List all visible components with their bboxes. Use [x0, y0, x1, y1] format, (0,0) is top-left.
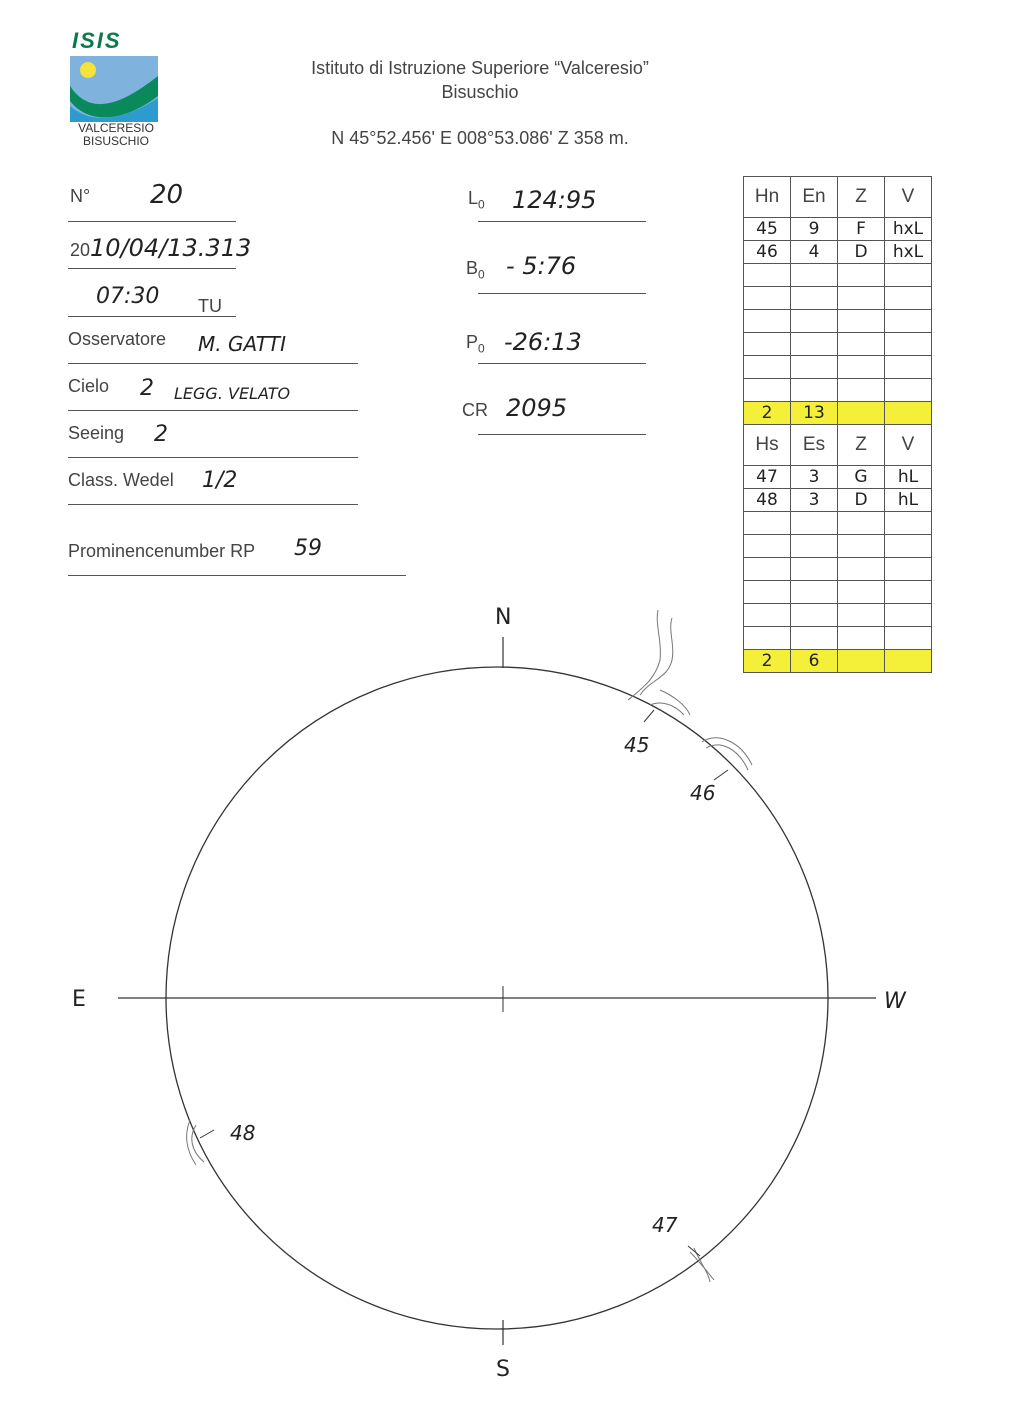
- prominence-48-sketch: [187, 1120, 204, 1165]
- hs-header: Hs: [744, 425, 791, 466]
- total-extent: 13: [791, 402, 838, 425]
- cell: D: [838, 241, 885, 264]
- institute-name: Istituto di Istruzione Superiore “Valceresio”: [311, 58, 649, 78]
- prominence-value: 59: [294, 536, 322, 561]
- empty-row: [744, 264, 932, 287]
- logo-title: ISIS: [72, 28, 122, 53]
- empty-row: [744, 310, 932, 333]
- prominence-label-47: 47: [652, 1213, 678, 1237]
- institute-town: Bisuschio: [441, 82, 519, 102]
- east-label: E: [72, 987, 86, 1012]
- cell: 4: [791, 241, 838, 264]
- l0-value: 124:95: [512, 186, 597, 214]
- cr-value: 2095: [506, 394, 568, 422]
- logo-subtitle: [64, 122, 168, 148]
- v-header: V: [885, 177, 932, 218]
- leader-line-47: [688, 1246, 700, 1256]
- p0-label: [466, 332, 485, 356]
- number-value: 20: [150, 180, 184, 210]
- station-coordinates: N 45°52.456' E 008°53.086' Z 358 m.: [331, 128, 629, 148]
- cell: hxL: [885, 218, 932, 241]
- table-row: [744, 466, 932, 489]
- date-value: 10/04/13.313: [90, 234, 252, 262]
- cr-label: CR: [462, 400, 488, 420]
- prominence-46-sketch: [702, 738, 752, 770]
- leader-line-46: [714, 770, 728, 780]
- table-row: [744, 489, 932, 512]
- logo-image: [70, 56, 158, 122]
- institute-header: [220, 56, 740, 104]
- totals-row: [744, 402, 932, 425]
- v-header: V: [885, 425, 932, 466]
- wedel-value: 1/2: [202, 468, 238, 493]
- south-label: S: [496, 1357, 510, 1382]
- b0-value: - 5:76: [506, 252, 577, 280]
- cell: 9: [791, 218, 838, 241]
- leader-line-48: [200, 1130, 214, 1138]
- cell: 3: [791, 466, 838, 489]
- time-unit: TU: [198, 296, 222, 316]
- p0-letter: P: [466, 332, 479, 352]
- b0-label: [466, 258, 485, 282]
- west-label: W: [884, 989, 906, 1014]
- cell: hL: [885, 489, 932, 512]
- cell: 46: [744, 241, 791, 264]
- logo-sun-icon: [70, 56, 158, 122]
- empty-row: [744, 512, 932, 535]
- cell: F: [838, 218, 885, 241]
- cell: 45: [744, 218, 791, 241]
- observer-label: Osservatore: [68, 329, 167, 349]
- empty-row: [744, 333, 932, 356]
- es-header: Es: [791, 425, 838, 466]
- cell: D: [838, 489, 885, 512]
- logo-line1: VALCERESIO: [78, 121, 154, 135]
- prominence-45-sketch: [628, 610, 690, 715]
- empty-row: [744, 287, 932, 310]
- z-header: Z: [838, 425, 885, 466]
- cell: 47: [744, 466, 791, 489]
- b0-subscript: 0: [478, 267, 485, 282]
- slash-cell: [838, 402, 885, 425]
- number-label: N°: [70, 186, 91, 206]
- prominence-label-45: 45: [624, 733, 650, 757]
- seeing-label: Seeing: [68, 423, 125, 443]
- l0-subscript: 0: [478, 197, 485, 212]
- z-header: Z: [838, 177, 885, 218]
- cell: 48: [744, 489, 791, 512]
- total-count: 2: [744, 402, 791, 425]
- prominence-label-48: 48: [230, 1121, 256, 1145]
- wedel-label: Class. Wedel: [68, 470, 174, 490]
- table-row: [744, 241, 932, 264]
- seeing-value: 2: [154, 422, 168, 447]
- leader-line-45: [644, 710, 654, 722]
- empty-row: [744, 535, 932, 558]
- empty-row: [744, 379, 932, 402]
- en-header: En: [791, 177, 838, 218]
- logo-line2: BISUSCHIO: [82, 134, 149, 148]
- time-value: 07:30: [96, 284, 160, 309]
- sky-value: 2: [140, 376, 154, 401]
- table-row: [744, 218, 932, 241]
- cell: 3: [791, 489, 838, 512]
- empty-row: [744, 356, 932, 379]
- slash-cell: [885, 402, 932, 425]
- cell: hL: [885, 466, 932, 489]
- p0-value: -26:13: [504, 328, 582, 356]
- prominence-label: Prominencenumber RP: [68, 541, 256, 561]
- sky-label: Cielo: [68, 376, 110, 396]
- b0-letter: B: [466, 258, 479, 278]
- total-extent: 6: [791, 650, 838, 673]
- p0-subscript: 0: [478, 341, 485, 356]
- solar-disk-drawing: [0, 590, 1024, 1390]
- hn-header: Hn: [744, 177, 791, 218]
- l0-label: [468, 188, 485, 212]
- date-prefix: 20: [70, 240, 91, 260]
- cell: G: [838, 466, 885, 489]
- observer-value: M. GATTI: [198, 332, 287, 356]
- prominence-label-46: 46: [690, 781, 716, 805]
- north-label: N: [495, 605, 512, 630]
- empty-row: [744, 558, 932, 581]
- sky-note: LEGG. VELATO: [174, 384, 291, 403]
- cell: hxL: [885, 241, 932, 264]
- total-count: 2: [744, 650, 791, 673]
- l0-letter: L: [468, 188, 479, 208]
